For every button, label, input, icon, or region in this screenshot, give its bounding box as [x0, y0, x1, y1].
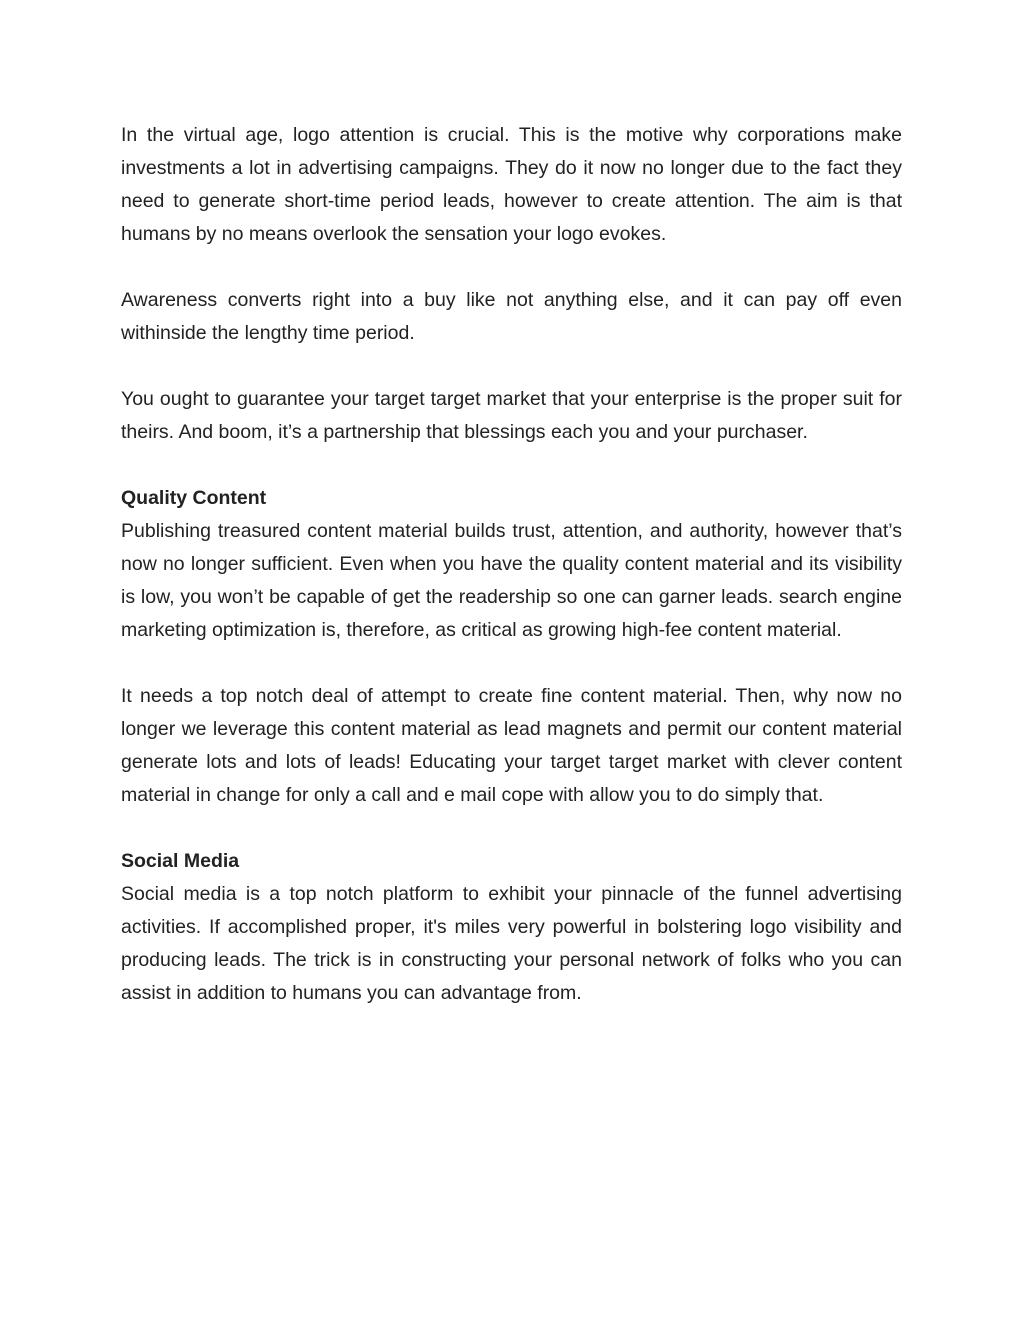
intro-paragraph-3: You ought to guarantee your target target market that your enterprise is the proper suit for theirs. And boom, it’s a partnership that blessings each you and your purchaser. — [121, 388, 902, 443]
intro-paragraph-2: Awareness converts right into a buy like not anything else, and it can pay off even withinside the lengthy time period. — [121, 289, 902, 344]
quality-content-heading: Quality Content — [121, 487, 267, 509]
quality-content-paragraph-1: Publishing treasured content material builds trust, attention, and authority, however that’s now no longer sufficient. Even when you have the quality content material and its visibility is low, you won’t be capable of get the readership so one can garner leads. search engine marketing optimization is, therefore, as critical as growing high-fee content material. — [121, 520, 902, 641]
quality-content-section — [121, 482, 902, 812]
social-media-section — [121, 845, 902, 1010]
document-page — [121, 119, 902, 1043]
social-media-heading: Social Media — [121, 850, 240, 872]
intro-paragraph-1: In the virtual age, logo attention is crucial. This is the motive why corporations make investments a lot in advertising campaigns. They do it now no longer due to the fact they need to generate short-time period leads, however to create attention. The aim is that humans by no means overlook the sensation your logo evokes. — [121, 124, 902, 245]
quality-content-paragraph-2: It needs a top notch deal of attempt to create fine content material. Then, why now no longer we leverage this content material as lead magnets and permit our content material generate lots and lots of leads! Educating your target target market with clever content material in change for only a call and e mail cope with allow you to do simply that. — [121, 685, 902, 806]
social-media-paragraph-1: Social media is a top notch platform to exhibit your pinnacle of the funnel advertising activities. If accomplished proper, it's miles very powerful in bolstering logo visibility and producing leads. The trick is in constructing your personal network of folks who you can assist in addition to humans you can advantage from. — [121, 883, 902, 1004]
